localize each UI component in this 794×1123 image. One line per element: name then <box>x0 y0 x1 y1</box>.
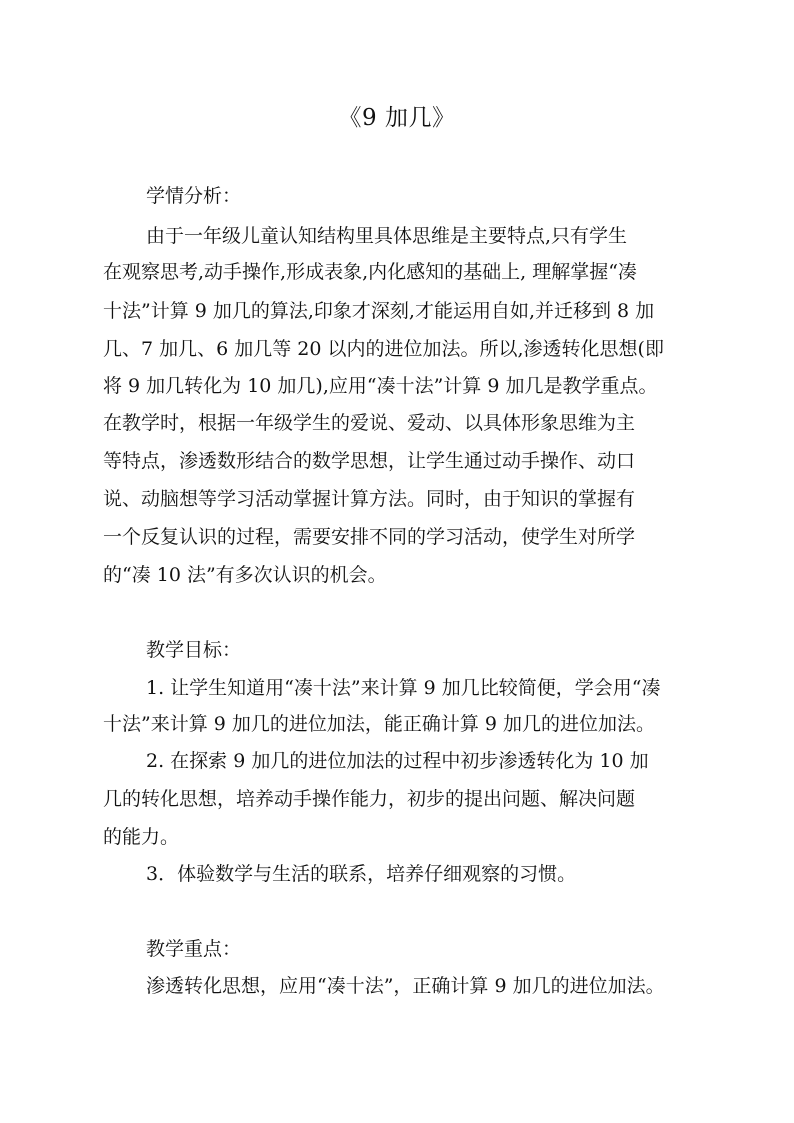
section-heading-key-points: 教学重点： <box>146 938 242 960</box>
key-point-line: 渗透转化思想，应用“凑十法”，正确计算 9 加几的进位加法。 <box>146 975 665 997</box>
goal-line: 3．体验数学与生活的联系，培养仔细观察的习惯。 <box>146 863 577 885</box>
section-heading-goals: 教学目标： <box>146 639 242 661</box>
document-title: 《9 加几》 <box>338 105 456 131</box>
goal-line: 2. 在探索 9 加几的进位加法的过程中初步渗透转化为 10 加 <box>146 750 649 772</box>
paragraph-line: 几、7 加几、6 加几等 20 以内的进位加法。所以,渗透转化思想(即 <box>103 338 664 360</box>
paragraph-line: 一个反复认识的过程，需要安排不同的学习活动，使学生对所学 <box>103 526 636 548</box>
paragraph-line: 由于一年级儿童认知结构里具体思维是主要特点,只有学生 <box>146 225 628 247</box>
paragraph-line: 十法”计算 9 加几的算法,印象才深刻,才能运用自如,并迁移到 8 加 <box>103 300 655 322</box>
paragraph-line: 将 9 加几转化为 10 加几),应用“凑十法”计算 9 加几是教学重点。 <box>103 375 658 397</box>
paragraph-line: 在观察思考,动手操作,形成表象,内化感知的基础上, 理解掌握“凑 <box>103 261 637 283</box>
goal-line: 1. 让学生知道用“凑十法”来计算 9 加几比较简便，学会用“凑 <box>146 677 661 699</box>
goal-line: 的能力。 <box>103 826 180 848</box>
paragraph-line: 等特点，渗透数形结合的数学思想，让学生通过动手操作、动口 <box>103 450 636 472</box>
paragraph-line: 说、动脑想等学习活动掌握计算方法。同时，由于知识的掌握有 <box>103 488 636 510</box>
goal-line: 十法”来计算 9 加几的进位加法，能正确计算 9 加几的进位加法。 <box>103 713 656 735</box>
paragraph-line: 在教学时，根据一年级学生的爱说、爱动、以具体形象思维为主 <box>103 412 636 434</box>
goal-line: 几的转化思想，培养动手操作能力，初步的提出问题、解决问题 <box>103 788 636 810</box>
paragraph-line: 的“凑 10 法”有多次认识的机会。 <box>103 564 387 586</box>
section-heading-analysis: 学情分析： <box>146 185 242 207</box>
